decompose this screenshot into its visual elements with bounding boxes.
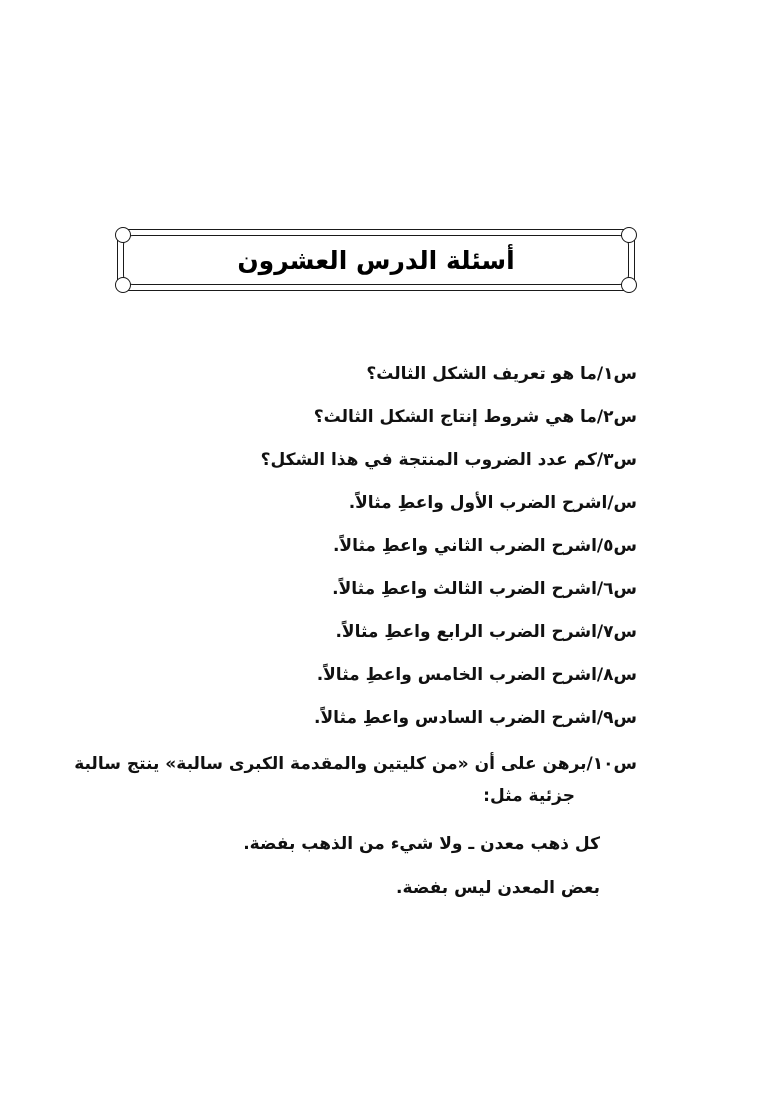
example-conclusion: بعض المعدن ليس بفضة.: [396, 878, 600, 898]
question-10: [74, 752, 637, 808]
question-10-line-1: س١٠/برهن على أن «من كليتين والمقدمة الكبرى سالبة» ينتج سالبة: [74, 754, 637, 774]
question-2: س٢/ما هي شروط إنتاج الشكل الثالث؟: [313, 407, 637, 427]
question-9: س٩/اشرح الضرب السادس واعطِ مثالاً.: [314, 708, 637, 728]
question-5: س٥/اشرح الضرب الثاني واعطِ مثالاً.: [332, 536, 637, 556]
page-title: أسئلة الدرس العشرون: [237, 245, 515, 275]
title-frame: [117, 229, 635, 291]
questions-list: [117, 362, 637, 749]
question-6: س٦/اشرح الضرب الثالث واعطِ مثالاً.: [332, 579, 637, 599]
question-8: س٨/اشرح الضرب الخامس واعطِ مثالاً.: [316, 665, 637, 685]
question-1: س١/ما هو تعريف الشكل الثالث؟: [366, 364, 637, 384]
question-3: س٣/كم عدد الضروب المنتجة في هذا الشكل؟: [260, 450, 637, 470]
question-10-line-2: جزئية مثل:: [483, 786, 575, 806]
example-premises: كل ذهب معدن ـ ولا شيء من الذهب بفضة.: [243, 834, 600, 854]
question-7: س٧/اشرح الضرب الرابع واعطِ مثالاً.: [335, 622, 637, 642]
question-4: س/اشرح الضرب الأول واعطِ مثالاً.: [348, 493, 637, 513]
